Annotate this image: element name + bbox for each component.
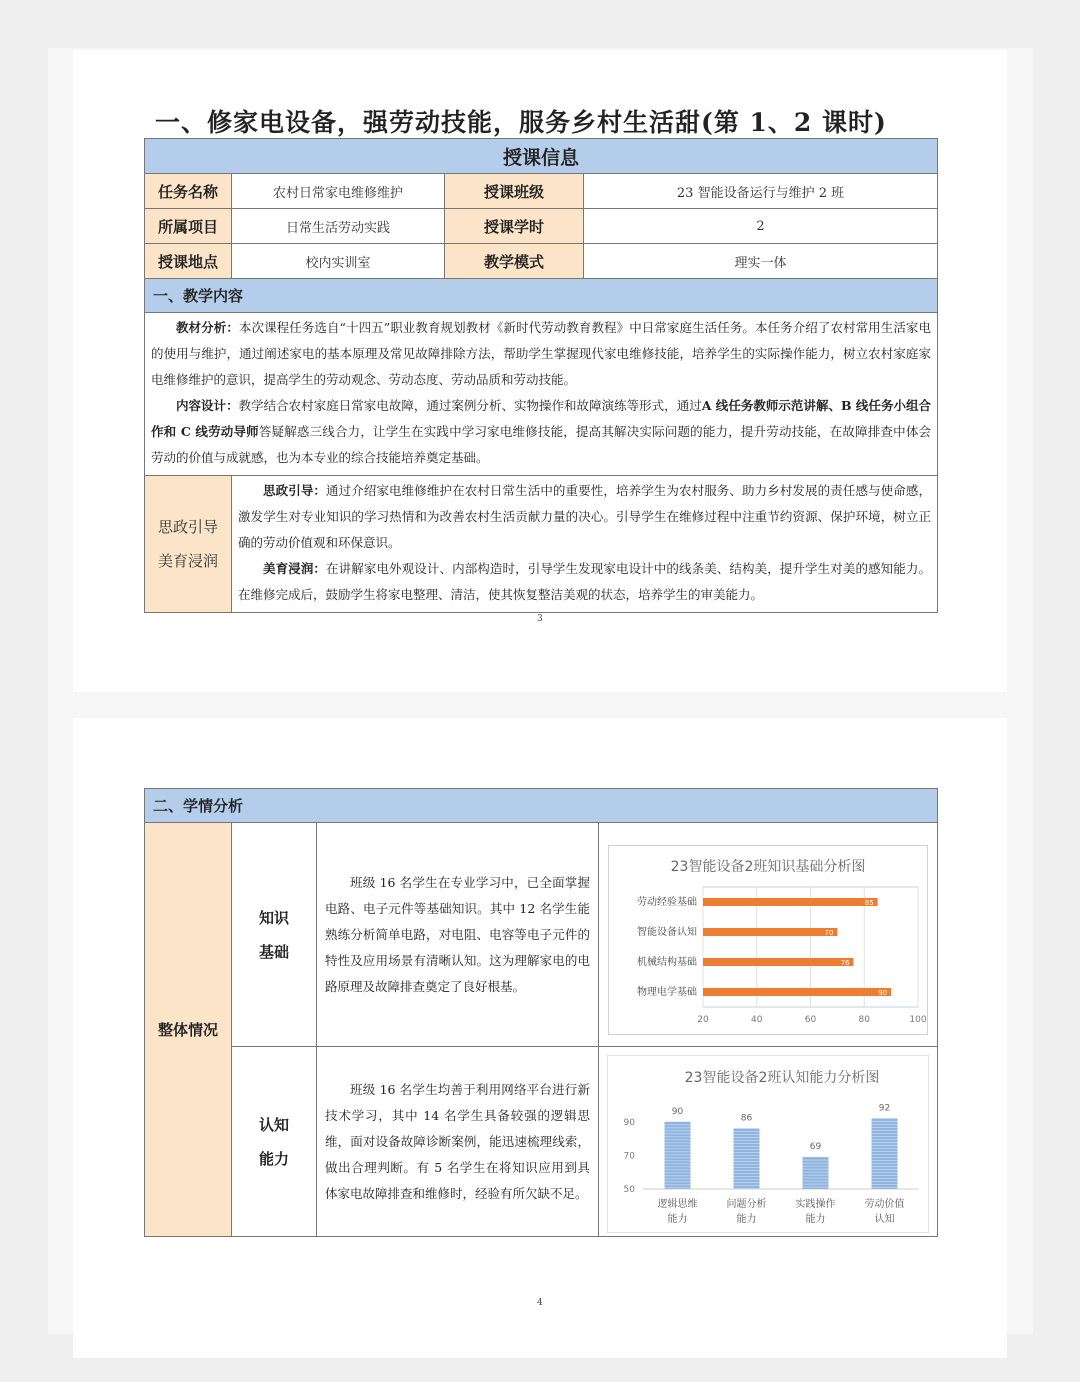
data-label: 90 xyxy=(878,988,888,997)
overall-label: 整体情况 xyxy=(145,823,232,1237)
category-label-line2: 能力 xyxy=(805,1213,826,1225)
document-title: 一、修家电设备，强劳动技能，服务乡村生活甜(第 1、2 课时) xyxy=(155,108,887,137)
knowledge-label-2: 基础 xyxy=(258,942,289,961)
data-label: 85 xyxy=(864,898,874,907)
cognition-text xyxy=(317,1047,599,1237)
content-design-text-a: 教学结合农村家庭日常家电故障，通过案例分析、实物操作和故障演练等形式，通过 xyxy=(238,398,702,413)
learning-analysis-table xyxy=(144,788,938,1237)
teaching-content-header: 一、教学内容 xyxy=(145,279,938,313)
cognition-chart xyxy=(607,1055,929,1233)
label-task-name: 任务名称 xyxy=(145,174,232,209)
bar xyxy=(703,898,878,906)
knowledge-text-content: 班级 16 名学生在专业学习中，已全面掌握电路、电子元件等基础知识。其中 12 名学生能熟练分析简单电路，对电阻、电容等电子元件的特性及应用场景有清晰认知。这为理解家电的电路原理及故障排查奠定了良好根基。 xyxy=(325,874,590,994)
label-hours: 授课学时 xyxy=(445,209,584,244)
knowledge-chart-cell xyxy=(599,823,938,1047)
cognition-label xyxy=(232,1047,317,1237)
category-label: 机械结构基础 xyxy=(637,956,697,968)
aesthetic-education xyxy=(238,556,931,608)
cognition-text-content: 班级 16 名学生均善于利用网络平台进行新技术学习，其中 14 名学生具备较强的逻辑思维，面对设备故障诊断案例，能迅速梳理线索，做出合理判断。有 5 名学生在将知识应用到具体家电故障排查和维修时，经验有所欠缺不足。 xyxy=(325,1081,590,1201)
data-label: 92 xyxy=(878,1102,891,1113)
category-label: 物理电学基础 xyxy=(637,986,697,998)
category-label-line2: 能力 xyxy=(667,1213,688,1225)
x-tick-label: 100 xyxy=(909,1014,927,1025)
chart-title: 23智能设备2班知识基础分析图 xyxy=(670,858,866,875)
category-label-line1: 问题分析 xyxy=(726,1198,767,1210)
x-tick-label: 80 xyxy=(858,1014,870,1025)
label-project: 所属项目 xyxy=(145,209,232,244)
category-label-line1: 劳动价值 xyxy=(864,1198,905,1210)
page-number-3: 3 xyxy=(537,614,543,624)
data-label: 70 xyxy=(824,928,834,937)
ideology-text: 通过介绍家电维修维护在农村日常生活中的重要性，培养学生为农村服务、助力乡村发展的责任感与使命感，激发学生对专业知识的学习热情和为改善农村生活贡献力量的决心。引导学生在维修过程中注重节约资源、保护环境，树立正确的劳动价值观和环保意识。 xyxy=(238,483,932,550)
aesthetic-label: 美育浸润： xyxy=(263,561,327,576)
value-hours: 2 xyxy=(584,209,938,244)
value-location: 校内实训室 xyxy=(232,244,445,279)
aesthetic-text: 在讲解家电外观设计、内部构造时，引导学生发现家电设计中的线条美、结构美，提升学生对美的感知能力。在维修完成后，鼓励学生将家电整理、清洁，使其恢复整洁美观的状态，培养学生的审美能力。 xyxy=(238,561,931,602)
data-label: 76 xyxy=(840,958,850,967)
ideology-guidance xyxy=(238,478,931,556)
learning-analysis-header: 二、学情分析 xyxy=(145,789,938,823)
y-tick-label: 50 xyxy=(623,1184,635,1195)
content-design-text-b: A 线任务教师示范讲解、B 线任务小组合作和 C 线劳动导师 xyxy=(151,398,931,439)
page-number-4: 4 xyxy=(537,1298,543,1308)
x-tick-label: 40 xyxy=(751,1014,763,1025)
label-mode: 教学模式 xyxy=(445,244,584,279)
knowledge-chart xyxy=(608,845,928,1035)
content-design-label: 内容设计： xyxy=(176,398,239,413)
y-tick-label: 70 xyxy=(623,1150,635,1161)
value-class: 23 智能设备运行与维护 2 班 xyxy=(584,174,938,209)
category-label-line2: 能力 xyxy=(736,1213,757,1225)
x-tick-label: 60 xyxy=(804,1014,817,1025)
data-label: 90 xyxy=(671,1106,684,1117)
y-tick-label: 90 xyxy=(623,1117,635,1128)
textbook-analysis-text: 本次课程任务选自“十四五”职业教育规划教材《新时代劳动教育教程》中日常家庭生活任务。本任务介绍了农村常用生活家电的使用与维护，通过阐述家电的基本原理及常见故障排除方法，帮助学生掌握现代家电维修技能，培养学生的实际操作能力，树立农村家庭家电维修维护的意识，提高学生的劳动观念、劳动态度、劳动品质和劳动技能。 xyxy=(151,320,932,387)
cognition-label-1: 认知 xyxy=(258,1115,289,1134)
knowledge-text xyxy=(317,823,599,1047)
label-location: 授课地点 xyxy=(145,244,232,279)
value-task-name: 农村日常家电维修维护 xyxy=(232,174,445,209)
category-label: 智能设备认知 xyxy=(637,926,697,938)
label-class: 授课班级 xyxy=(445,174,584,209)
data-label: 86 xyxy=(740,1113,753,1124)
side-label-cell xyxy=(145,476,232,613)
x-tick-label: 20 xyxy=(697,1014,709,1025)
chart-title: 23智能设备2班认知能力分析图 xyxy=(684,1069,880,1086)
bar xyxy=(703,928,837,936)
content-design-text-c: 答疑解惑三线合力，让学生在实践中学习家电维修技能，提高其解决实际问题的能力，提升劳动技能，在故障排查中体会劳动的价值与成就感，也为本专业的综合技能培养奠定基础。 xyxy=(151,424,932,465)
category-label: 劳动经验基础 xyxy=(637,896,697,908)
bar xyxy=(703,958,854,966)
value-project: 日常生活劳动实践 xyxy=(232,209,445,244)
course-info-table xyxy=(144,138,938,613)
cognition-label-2: 能力 xyxy=(258,1149,289,1168)
bar xyxy=(703,988,891,996)
value-mode: 理实一体 xyxy=(584,244,938,279)
data-label: 69 xyxy=(809,1141,822,1152)
info-header: 授课信息 xyxy=(145,139,938,174)
side-label-ideology: 思政引导 xyxy=(157,518,218,536)
knowledge-label xyxy=(232,823,317,1047)
category-label-line1: 实践操作 xyxy=(795,1198,836,1210)
textbook-analysis xyxy=(151,315,931,393)
ideology-aesthetic-body xyxy=(232,476,938,613)
category-label-line2: 认知 xyxy=(874,1213,895,1225)
ideology-label: 思政引导： xyxy=(263,483,327,498)
textbook-analysis-label: 教材分析： xyxy=(176,320,239,335)
category-label-line1: 逻辑思维 xyxy=(657,1198,698,1210)
knowledge-label-1: 知识 xyxy=(258,908,289,927)
side-label-aesthetic: 美育浸润 xyxy=(157,552,218,570)
content-design xyxy=(151,393,931,471)
teaching-content-body xyxy=(145,313,938,476)
cognition-chart-cell xyxy=(599,1047,938,1237)
